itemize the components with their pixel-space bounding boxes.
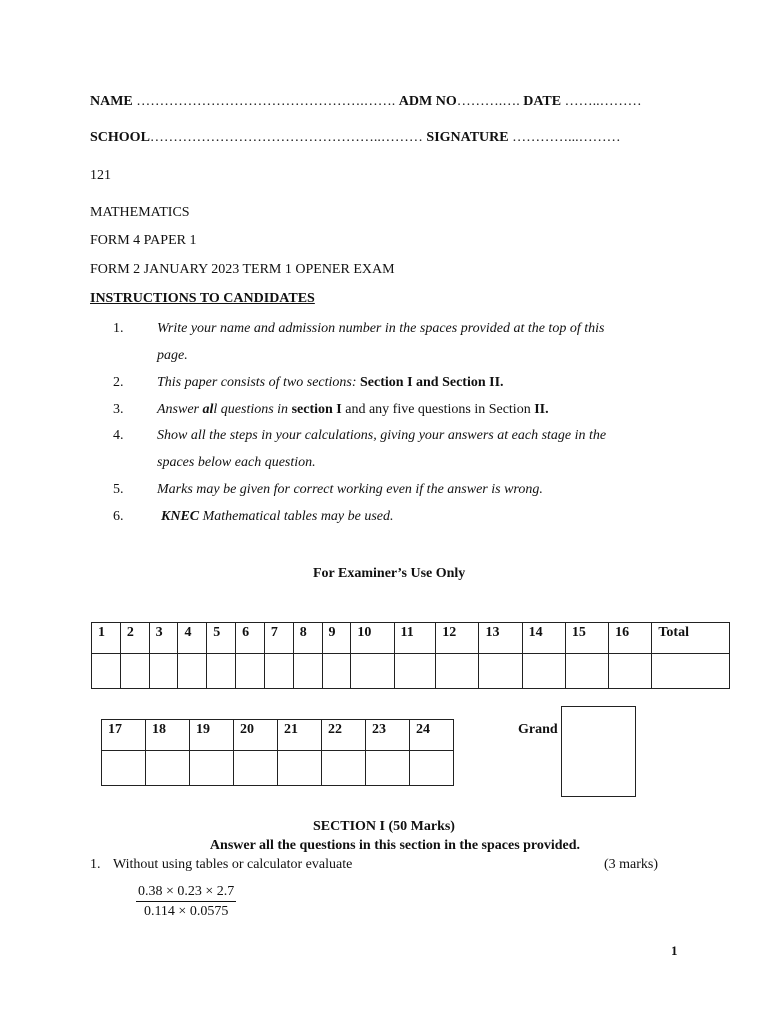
paper-code: 121	[90, 168, 111, 183]
question-header-cell: 13	[479, 623, 522, 654]
school-dots: …………………………………………..………	[149, 130, 423, 145]
score-cell[interactable]	[236, 654, 265, 689]
question-number: 1.	[90, 857, 101, 872]
school-line	[90, 130, 621, 146]
question-header-cell: 22	[322, 720, 366, 751]
score-cell[interactable]	[410, 751, 454, 786]
instruction-number: 2.	[113, 375, 124, 390]
question-header-cell: 12	[436, 623, 479, 654]
score-cell[interactable]	[178, 654, 207, 689]
question-header-cell: 1	[92, 623, 121, 654]
question-header-cell: 18	[146, 720, 190, 751]
instruction-bold-part: al	[202, 402, 214, 417]
instruction-text: Write your name and admission number in the spaces provided at the top of this	[157, 321, 605, 336]
score-cell[interactable]	[652, 654, 730, 689]
score-cell[interactable]	[102, 751, 146, 786]
score-cell[interactable]	[322, 751, 366, 786]
instruction-bold-part: section I	[291, 402, 342, 417]
question-header-cell: 19	[190, 720, 234, 751]
instruction-text-part: Answer	[157, 402, 203, 417]
instructions-heading: INSTRUCTIONS TO CANDIDATES	[90, 291, 315, 306]
question-header-cell: 21	[278, 720, 322, 751]
question-header-cell: 24	[410, 720, 454, 751]
question-header-cell: 11	[394, 623, 436, 654]
question-header-cell: Total	[652, 623, 730, 654]
question-header-cell: 7	[264, 623, 293, 654]
name-line	[90, 94, 642, 110]
examiner-header-row	[92, 623, 730, 654]
question-header-cell: 10	[351, 623, 394, 654]
score-cell[interactable]	[609, 654, 652, 689]
instruction-text	[157, 402, 549, 418]
score-cell[interactable]	[234, 751, 278, 786]
question-header-cell: 4	[178, 623, 207, 654]
instruction-bold-part: Section I and Section II.	[360, 375, 504, 390]
question-marks: (3 marks)	[604, 857, 659, 872]
school-label: SCHOOL	[90, 130, 150, 145]
score-cell[interactable]	[207, 654, 236, 689]
instruction-text: Show all the steps in your calculations, giving your answers at each stage in the	[157, 428, 607, 443]
instruction-text	[161, 509, 394, 525]
subject: MATHEMATICS	[90, 205, 190, 220]
examiner-table-2	[101, 719, 454, 786]
examiner-table-1	[91, 622, 730, 689]
section-subtitle: Answer all the questions in this section in the spaces provided.	[209, 838, 581, 853]
instruction-text: Marks may be given for correct working even if the answer is wrong.	[157, 482, 543, 497]
instruction-text-part: This paper consists of two sections:	[157, 375, 357, 390]
examiner-header-row	[102, 720, 454, 751]
instruction-text: page.	[157, 348, 188, 363]
date-label: DATE	[523, 94, 562, 109]
question-text: Without using tables or calculator evaluate	[113, 857, 353, 872]
question-header-cell: 5	[207, 623, 236, 654]
question-header-cell: 16	[609, 623, 652, 654]
score-cell[interactable]	[351, 654, 394, 689]
score-cell[interactable]	[120, 654, 149, 689]
question-header-cell: 9	[322, 623, 351, 654]
score-cell[interactable]	[190, 751, 234, 786]
instruction-text-part: and any five questions in Section	[341, 402, 535, 417]
score-cell[interactable]	[479, 654, 522, 689]
instruction-number: 1.	[113, 321, 124, 336]
section-title: SECTION I (50 Marks)	[313, 819, 455, 834]
page-number: 1	[671, 943, 678, 958]
signature-label: SIGNATURE	[426, 130, 509, 145]
instruction-number: 3.	[113, 402, 124, 417]
fraction-numerator: 0.38 × 0.23 × 2.7	[136, 884, 236, 902]
question-header-cell: 20	[234, 720, 278, 751]
instruction-number: 4.	[113, 428, 124, 443]
score-cell[interactable]	[146, 751, 190, 786]
name-dots: ………………………………………….…….	[136, 94, 396, 109]
instruction-text: spaces below each question.	[157, 455, 316, 470]
question-header-cell: 2	[120, 623, 149, 654]
question-header-cell: 17	[102, 720, 146, 751]
instruction-number: 5.	[113, 482, 124, 497]
score-cell[interactable]	[366, 751, 410, 786]
instruction-number: 6.	[113, 509, 124, 524]
grand-total-box[interactable]	[561, 706, 636, 797]
grand-label: Grand	[518, 722, 558, 737]
fraction-denominator: 0.114 × 0.0575	[143, 904, 229, 919]
adm-label: ADM NO	[398, 94, 457, 109]
signature-dots: …………...………	[512, 130, 621, 145]
score-cell[interactable]	[394, 654, 436, 689]
question-header-cell: 3	[149, 623, 178, 654]
instruction-text-part: Mathematical tables may be used.	[199, 509, 394, 524]
form-paper: FORM 4 PAPER 1	[90, 233, 197, 248]
score-cell[interactable]	[522, 654, 565, 689]
score-cell[interactable]	[322, 654, 351, 689]
adm-dots: ……….….	[456, 94, 520, 109]
question-header-cell: 14	[522, 623, 565, 654]
question-header-cell: 6	[236, 623, 265, 654]
instruction-text-part: l questions in	[213, 402, 292, 417]
score-cell[interactable]	[92, 654, 121, 689]
name-label: NAME	[90, 94, 133, 109]
instruction-text	[157, 375, 504, 391]
score-cell[interactable]	[149, 654, 178, 689]
score-cell[interactable]	[264, 654, 293, 689]
question-header-cell: 8	[293, 623, 322, 654]
fraction-expression	[136, 884, 236, 920]
question-header-cell: 23	[366, 720, 410, 751]
examiner-score-row	[102, 751, 454, 786]
date-dots: ……..………	[564, 94, 642, 109]
instruction-bold-part: KNEC	[161, 509, 200, 524]
score-cell[interactable]	[565, 654, 608, 689]
score-cell[interactable]	[436, 654, 479, 689]
score-cell[interactable]	[293, 654, 322, 689]
instruction-bold-part: II.	[534, 402, 549, 417]
examiner-title: For Examiner’s Use Only	[313, 566, 466, 581]
exam-title: FORM 2 JANUARY 2023 TERM 1 OPENER EXAM	[90, 262, 395, 277]
score-cell[interactable]	[278, 751, 322, 786]
examiner-score-row	[92, 654, 730, 689]
question-header-cell: 15	[565, 623, 608, 654]
